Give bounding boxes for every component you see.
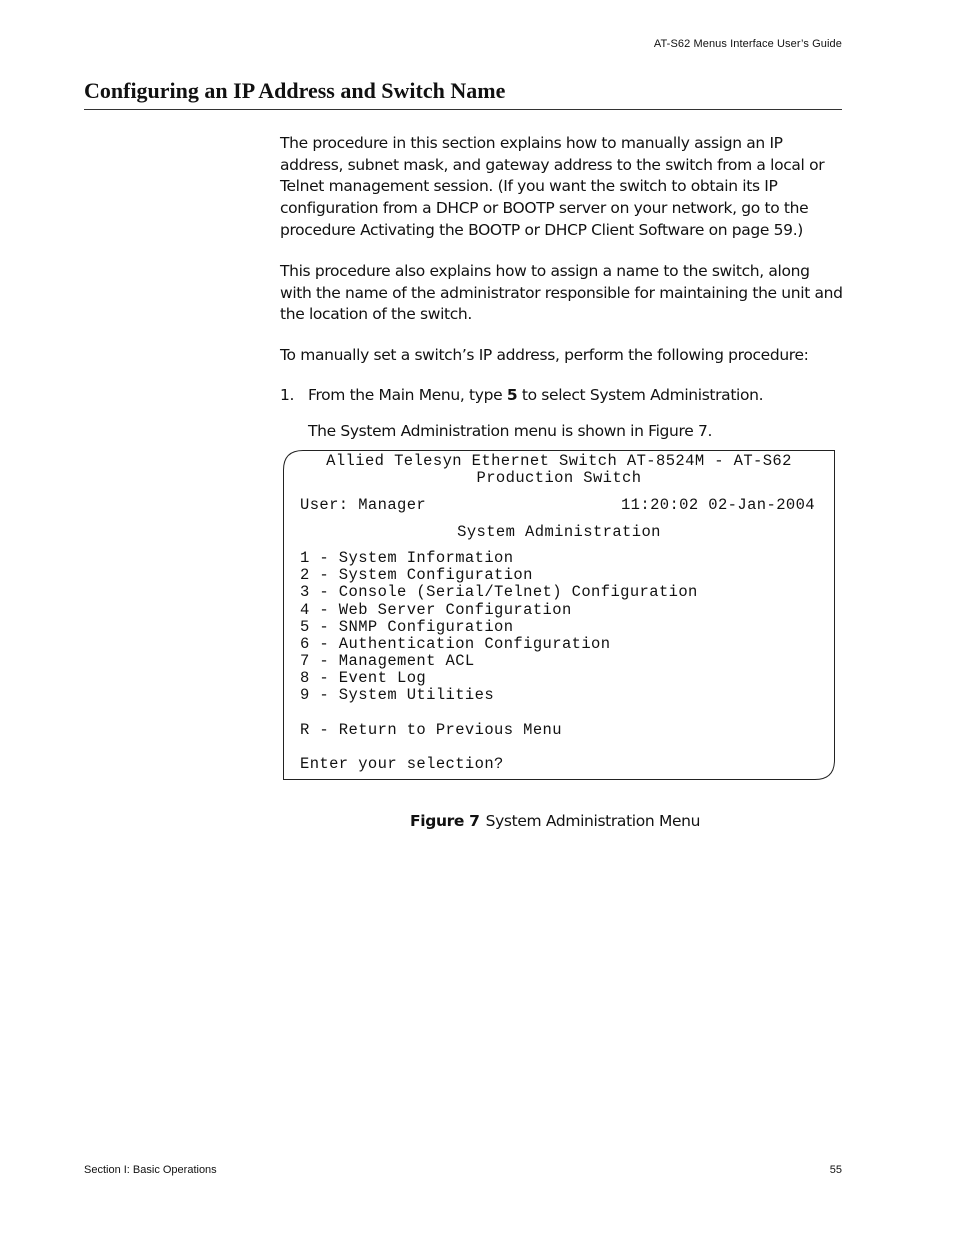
step-result: The System Administration menu is shown in Figure 7. [308, 422, 713, 440]
figure-caption-text: System Administration Menu [485, 812, 701, 830]
terminal-menu-title: System Administration [457, 523, 661, 541]
terminal-menu-item: 2 - System Configuration [300, 566, 533, 584]
terminal-menu-item: 8 - Event Log [300, 669, 427, 687]
figure-label: Figure 7 [410, 812, 480, 830]
terminal-menu-item: 1 - System Information [300, 549, 514, 567]
terminal-return-option: R - Return to Previous Menu [300, 721, 562, 739]
step-number: 1. [280, 386, 295, 404]
footer-section: Section I: Basic Operations [84, 1164, 217, 1176]
terminal-menu-item: 5 - SNMP Configuration [300, 618, 514, 636]
scope-paragraph: This procedure also explains how to assign a name to the switch, along with the name of the administrator responsible for maintaining the unit and the location of the switch. [280, 262, 843, 324]
step-text-before: From the Main Menu, type [308, 386, 507, 404]
step-text [308, 385, 763, 407]
page-title: Configuring an IP Address and Switch Name [84, 78, 506, 103]
terminal-menu-item: 3 - Console (Serial/Telnet) Configuration [300, 583, 698, 601]
step-key: 5 [506, 386, 518, 404]
intro-paragraph: The procedure in this section explains how to manually assign an IP address, subnet mask, and gateway address to the switch from a local or Telnet management session. (If you want the switch to obtain its IP configuration from a DHCP or BOOTP server on your network, go to the procedure Activating the BOOTP or DHCP Client Software on page 59.) [280, 134, 825, 239]
terminal-menu-item: 4 - Web Server Configuration [300, 601, 572, 619]
title-rule [84, 109, 842, 110]
terminal-prompt: Enter your selection? [300, 755, 504, 773]
step-text-after: to select System Administration. [517, 386, 764, 404]
terminal-title-line-1: Allied Telesyn Ethernet Switch AT-8524M - AT-S62 [326, 452, 792, 470]
page-number: 55 [829, 1164, 842, 1176]
terminal-screen [283, 450, 835, 780]
running-header: AT-S62 Menus Interface User’s Guide [653, 38, 842, 50]
terminal-title-line-2: Production Switch [476, 469, 642, 487]
terminal-user: User: Manager [300, 496, 427, 514]
terminal-timestamp: 11:20:02 02-Jan-2004 [620, 496, 815, 514]
procedure-intro-paragraph: To manually set a switch’s IP address, perform the following procedure: [280, 346, 809, 364]
figure-caption [410, 811, 700, 832]
terminal-menu-item: 9 - System Utilities [300, 686, 495, 704]
terminal-menu-item: 6 - Authentication Configuration [300, 635, 611, 653]
terminal-menu-item: 7 - Management ACL [300, 652, 475, 670]
